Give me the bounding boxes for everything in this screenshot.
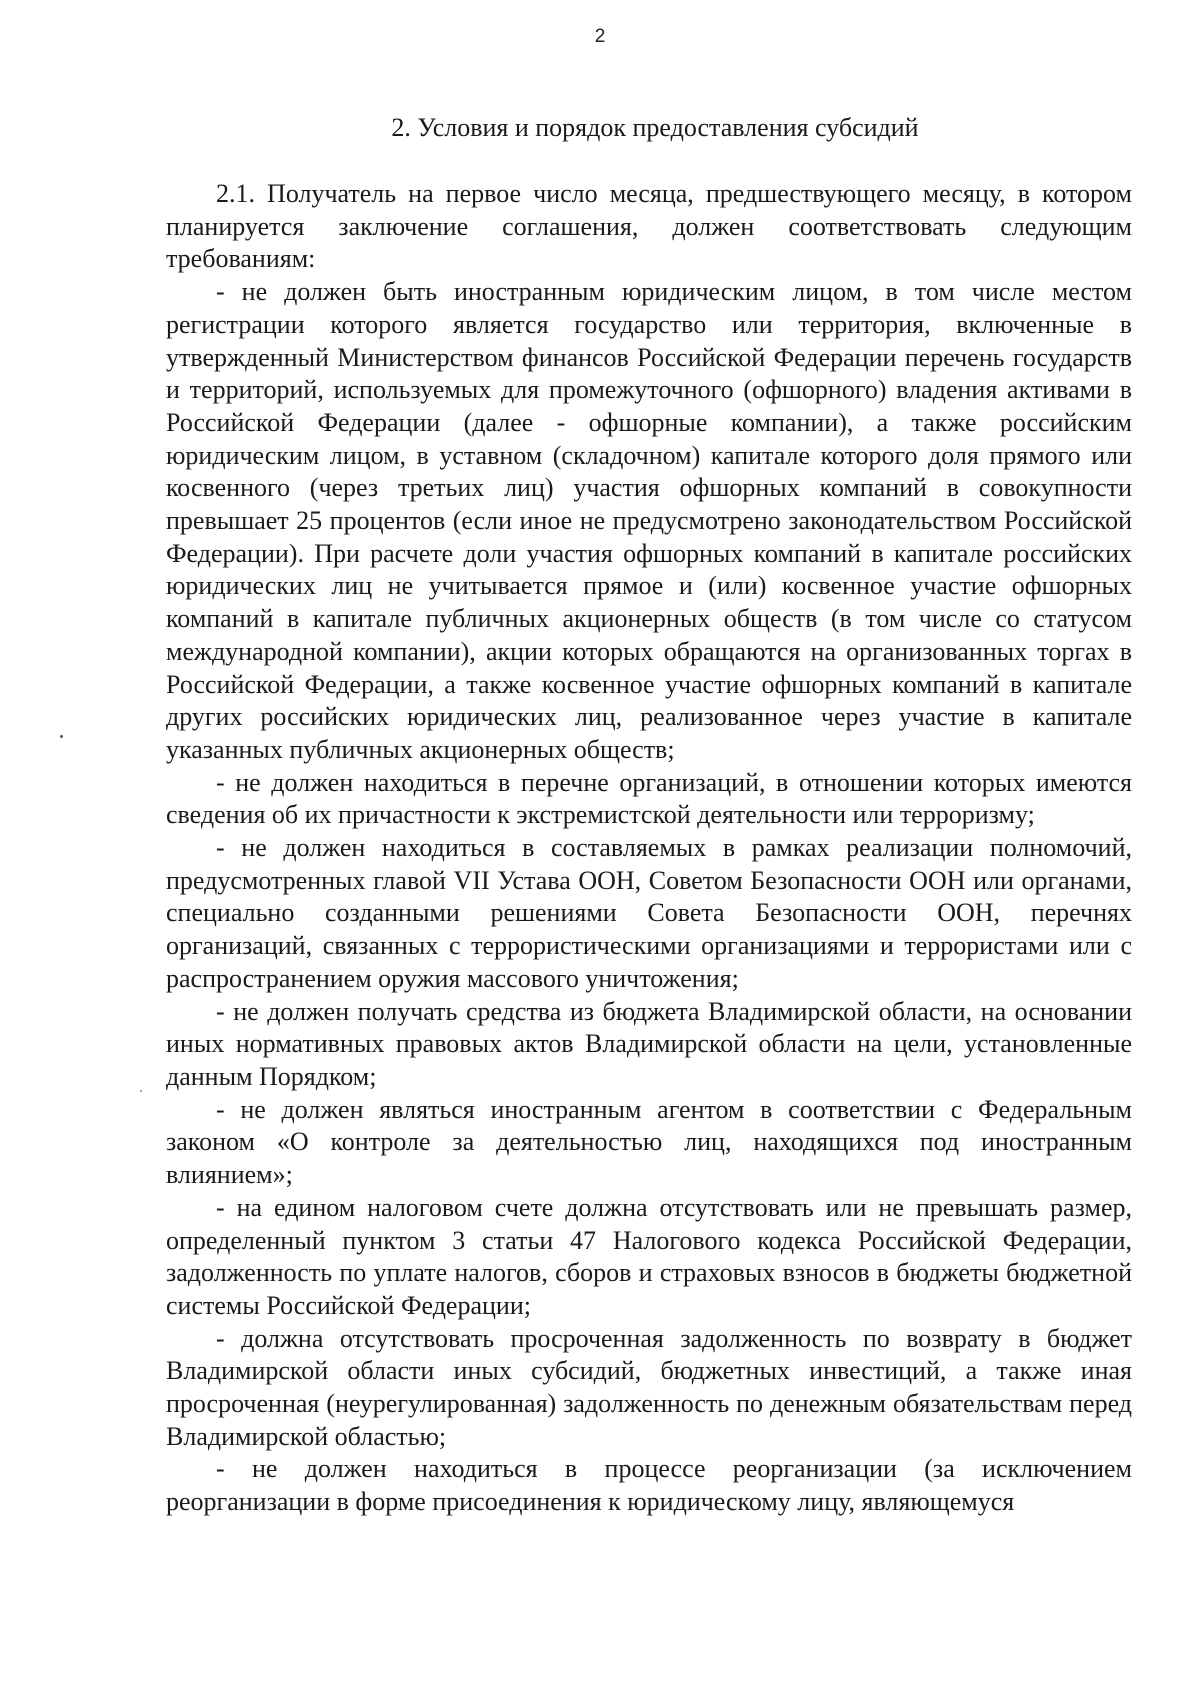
requirement-no-overdue-debt: - должна отсутствовать просроченная задолженность по возврату в бюджет Владимирской области иных субсидий, бюджетных инвестиций, а также иная просроченная (неурегулированная) задолженность по денежным обязательствам перед Владимирской областью;	[166, 1323, 1132, 1451]
requirement-no-other-budget-funds: - не должен получать средства из бюджета Владимирской области, на основании иных нормативных правовых актов Владимирской области на цели, установленные данным Порядком;	[166, 996, 1132, 1091]
requirement-not-foreign-agent: - не должен являться иностранным агентом в соответствии с Федеральным законом «О контроле за деятельностью лиц, находящихся под иностранным влиянием»;	[166, 1094, 1132, 1190]
section-title: 2. Условия и порядок предоставления субсидий	[391, 113, 919, 142]
document-body	[166, 178, 1132, 1519]
page-number: 2	[594, 26, 606, 47]
requirement-not-reorganizing: - не должен находиться в процессе реорганизации (за исключением реорганизации в форме присоединения к юридическому лицу, являющемуся	[166, 1454, 1132, 1517]
requirement-not-extremist-list: - не должен находиться в перечне организаций, в отношении которых имеются сведения об их причастности к экстремистской деятельности или терроризму;	[166, 767, 1132, 830]
paragraph-2-1: 2.1. Получатель на первое число месяца, предшествующего месяцу, в котором планируется заключение соглашения, должен соответствовать следующим требованиям:	[166, 179, 1132, 274]
requirement-not-un-sanctions-list: - не должен находиться в составляемых в рамках реализации полномочий, предусмотренных главой VII Устава ООН, Советом Безопасности ООН или органами, специально созданными решениями Совета Безопасности ООН, перечнях организаций, связанных с террористическими организациями и террористами или с распространением оружия массового уничтожения;	[166, 833, 1132, 993]
scan-speck	[140, 1090, 142, 1092]
requirement-not-foreign-entity: - не должен быть иностранным юридическим лицом, в том числе местом регистрации которого является государство или территория, включенные в утвержденный Министерством финансов Российской Федерации перечень государств и территорий, используемых для промежуточного (офшорного) владения активами в Российской Федерации (далее - офшорные компании), а также российским юридическим лицом, в уставном (складочном) капитале которого доля прямого или косвенного (через третьих лиц) участия офшорных компаний в совокупности превышает 25 процентов (если иное не предусмотрено законодательством Российской Федерации). При расчете доли участия офшорных компаний в капитале российских юридических лиц не учитывается прямое и (или) косвенное участие офшорных компаний в капитале публичных акционерных обществ (в том числе со статусом международной компании), акции которых обращаются на организованных торгах в Российской Федерации, а также косвенное участие офшорных компаний в капитале других российских юридических лиц, реализованное через участие в капитале указанных публичных акционерных обществ;	[166, 277, 1132, 764]
requirement-no-tax-debt: - на едином налоговом счете должна отсутствовать или не превышать размер, определенный пунктом 3 статьи 47 Налогового кодекса Российской Федерации, задолженность по уплате налогов, сборов и страховых взносов в бюджеты бюджетной системы Российской Федерации;	[166, 1192, 1132, 1320]
scan-speck	[60, 735, 63, 738]
